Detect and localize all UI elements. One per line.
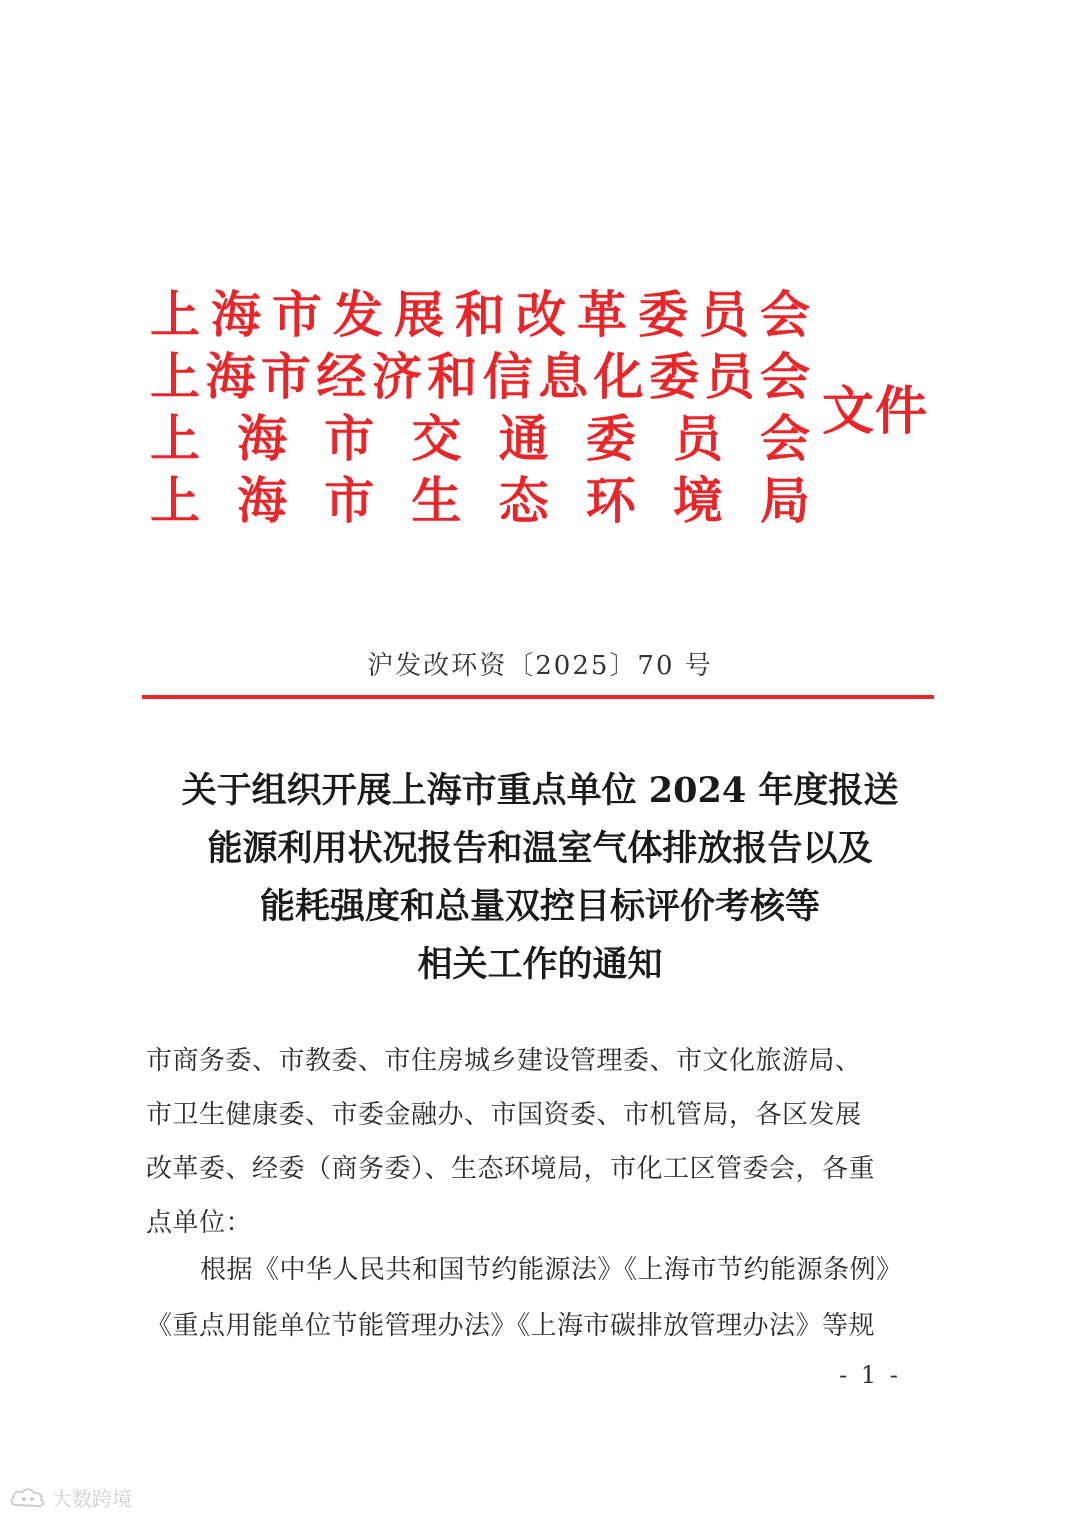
- org-char: 展: [394, 285, 444, 344]
- org-char: 通: [498, 409, 549, 468]
- org-char: 信: [482, 347, 533, 406]
- document-suffix: 文件: [822, 381, 929, 442]
- notice-title: [120, 762, 960, 994]
- org-char: 息: [538, 347, 589, 406]
- org-char: 上: [150, 285, 200, 344]
- org-char: 交: [411, 409, 462, 468]
- document-number: 沪发改环资〔2025〕70 号: [367, 651, 713, 681]
- recipients-line: 点单位：: [146, 1208, 253, 1238]
- org-char: 上: [150, 471, 200, 530]
- org-char: 委: [585, 409, 636, 468]
- paragraph-line: 《重点用能单位节能管理办法》《上海市碳排放管理办法》等规: [146, 1311, 876, 1341]
- org-char: 海: [237, 409, 288, 468]
- masthead: [150, 286, 930, 536]
- org-char: 化: [593, 347, 644, 406]
- org-line-economy-informatization-commission: [150, 348, 810, 406]
- org-char: 市: [260, 347, 311, 406]
- org-char: 环: [585, 471, 636, 530]
- recipients-line: 改革委、经委（商务委）、生态环境局，市化工区管委会，各重: [146, 1154, 876, 1184]
- org-char: 员: [704, 347, 755, 406]
- org-line-transport-commission: [150, 410, 810, 468]
- red-divider-line: [142, 695, 934, 699]
- paragraph-line: 根据《中华人民共和国节约能源法》《上海市节约能源条例》: [200, 1255, 903, 1285]
- org-char: 委: [649, 347, 700, 406]
- org-char: 局: [759, 471, 810, 530]
- org-char: 市: [272, 285, 322, 344]
- org-char: 生: [411, 471, 462, 530]
- title-line: 能耗强度和总量双控目标评价考核等: [259, 886, 820, 927]
- org-char: 和: [455, 285, 505, 344]
- page-number: - 1 -: [839, 1361, 901, 1389]
- org-char: 济: [371, 347, 422, 406]
- title-line: 相关工作的通知: [417, 944, 663, 985]
- org-line-ecology-environment-bureau: [150, 472, 810, 530]
- org-char: 发: [333, 285, 383, 344]
- org-char: 改: [516, 285, 566, 344]
- org-char: 海: [211, 285, 261, 344]
- org-char: 市: [324, 409, 375, 468]
- org-char: 员: [699, 285, 749, 344]
- org-char: 上: [150, 347, 200, 406]
- org-char: 上: [150, 409, 200, 468]
- org-char: 境: [672, 471, 723, 530]
- org-char: 革: [577, 285, 627, 344]
- recipients-block: [146, 1034, 936, 1250]
- org-char: 海: [237, 471, 288, 530]
- org-char: 员: [672, 409, 723, 468]
- recipients-line: 市卫生健康委、市委金融办、市国资委、市机管局，各区发展: [146, 1100, 862, 1130]
- org-line-development-reform-commission: [150, 286, 810, 344]
- org-char: 态: [498, 471, 549, 530]
- title-line: 能源利用状况报告和温室气体排放报告以及: [207, 828, 873, 869]
- watermark: [8, 1480, 132, 1514]
- org-char: 海: [205, 347, 256, 406]
- recipients-line: 市商务委、市教委、市住房城乡建设管理委、市文化旅游局、: [146, 1046, 862, 1076]
- org-char: 和: [427, 347, 478, 406]
- org-char: 会: [759, 347, 810, 406]
- title-line: 关于组织开展上海市重点单位 2024 年度报送: [181, 770, 899, 811]
- org-char: 市: [324, 471, 375, 530]
- org-char: 会: [759, 409, 810, 468]
- org-char: 经: [316, 347, 367, 406]
- body-paragraph: [146, 1242, 936, 1354]
- watermark-text: 大数跨境: [52, 1486, 132, 1511]
- cloud-logo-icon: [8, 1484, 48, 1510]
- org-char: 会: [760, 285, 810, 344]
- org-char: 委: [638, 285, 688, 344]
